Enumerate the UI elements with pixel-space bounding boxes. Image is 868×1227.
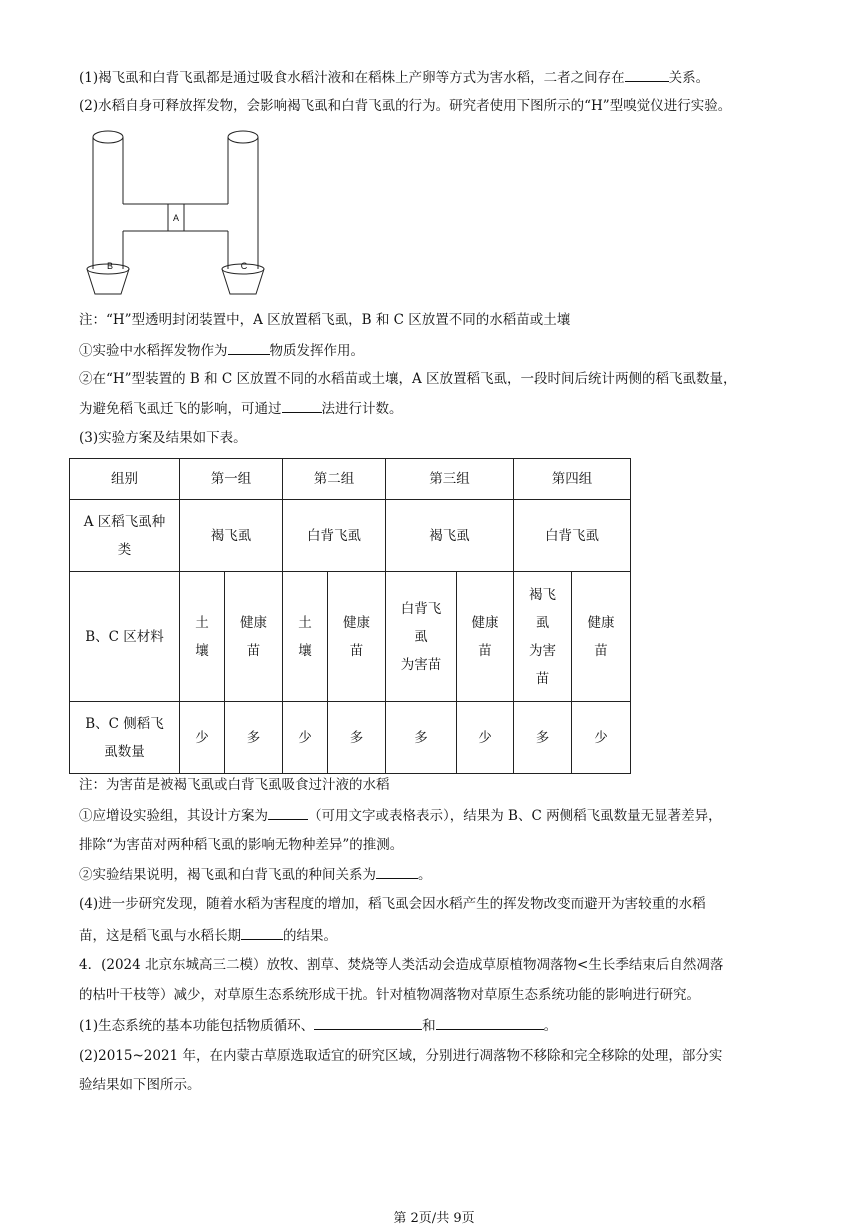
table-cell: 土 壤	[180, 572, 225, 702]
header-cell: 组别	[70, 459, 180, 500]
table-cell: 多	[386, 702, 457, 774]
table-row-material	[70, 572, 631, 702]
problem-4-line-b: 的枯叶干枝等）减少，对草原生态系统形成干扰。针对植物凋落物对草原生态系统功能的影响进行研究。	[79, 987, 700, 1003]
table-header-row	[70, 459, 631, 500]
table-cell: 褐飞虱	[180, 500, 283, 572]
q2-1-line: ①实验中水稻挥发物作为 物质发挥作用。	[79, 340, 808, 361]
row-head: B、C 侧稻飞 虱数量	[70, 702, 180, 774]
table-cell: 健康 苗	[225, 572, 283, 702]
label-a: A	[172, 213, 180, 223]
p4-1-line: (1)生态系统的基本功能包括物质循环、 和 。	[79, 1015, 808, 1036]
table-cell: 少	[180, 702, 225, 774]
q2-2-line-b: 为避免稻飞虱迁飞的影响，可通过 法进行计数。	[79, 398, 808, 419]
p4-2-line-a: (2)2015~2021 年，在内蒙古草原选取适宜的研究区域，分别进行凋落物不移除和完全移除的处理，部分实	[79, 1048, 723, 1064]
table-cell: 褐飞虱	[386, 500, 514, 572]
answer-blank[interactable]	[282, 398, 322, 413]
table-row-count	[70, 702, 631, 774]
answer-blank[interactable]	[625, 67, 669, 82]
row-head: B、C 区材料	[70, 572, 180, 702]
header-cell: 第三组	[386, 459, 514, 500]
answer-blank[interactable]	[314, 1015, 422, 1030]
table-cell: 白背飞虱	[283, 500, 386, 572]
table-cell: 多	[514, 702, 572, 774]
table-cell: 白背飞 虱 为害苗	[386, 572, 457, 702]
q3-1-line-b: 排除“为害苗对两种稻飞虱的影响无物种差异”的推测。	[79, 837, 404, 853]
q2-line: (2)水稻自身可释放挥发物，会影响褐飞虱和白背飞虱的行为。研究者使用下图所示的“H”型嗅觉仪进行实验。	[79, 98, 732, 114]
q4-line-a: (4)进一步研究发现，随着水稻为害程度的增加，稻飞虱会因水稻产生的挥发物改变而避开为害较重的水稻	[79, 896, 706, 912]
header-cell: 第一组	[180, 459, 283, 500]
header-cell: 第二组	[283, 459, 386, 500]
answer-blank[interactable]	[376, 864, 418, 879]
answer-blank[interactable]	[228, 340, 270, 355]
note-2: 注：为害苗是被褐飞虱或白背飞虱吸食过汁液的水稻	[79, 777, 390, 793]
table-cell: 健康 苗	[457, 572, 514, 702]
label-b: B	[106, 261, 114, 271]
page-footer: 第 2页/共 9页	[393, 1211, 475, 1226]
q4-line-b: 苗，这是稻飞虱与水稻长期 的结果。	[79, 925, 808, 946]
answer-blank[interactable]	[268, 805, 308, 820]
q3-line: (3)实验方案及结果如下表。	[79, 430, 247, 446]
problem-4-line-a: 4．(2024 北京东城高三二模）放牧、割草、焚烧等人类活动会造成草原植物凋落物<生长季结束后自然凋落	[79, 957, 724, 973]
table-cell: 少	[283, 702, 328, 774]
table-cell: 健康 苗	[572, 572, 631, 702]
table-cell: 多	[328, 702, 386, 774]
left-tube-body	[93, 137, 123, 269]
table-cell: 健康 苗	[328, 572, 386, 702]
table-cell: 多	[225, 702, 283, 774]
table-cell: 白背飞虱	[514, 500, 631, 572]
p4-2-line-b: 验结果如下图所示。	[79, 1077, 201, 1093]
row-head: A 区稻飞虱种 类	[70, 500, 180, 572]
label-c: C	[240, 261, 248, 271]
answer-blank[interactable]	[241, 925, 283, 940]
table-cell: 褐飞 虱 为害 苗	[514, 572, 572, 702]
experiment-table	[69, 458, 631, 774]
q3-2-line: ②实验结果说明，褐飞虱和白背飞虱的种间关系为 。	[79, 864, 808, 885]
table-cell: 少	[457, 702, 514, 774]
header-cell: 第四组	[514, 459, 631, 500]
table-cell: 少	[572, 702, 631, 774]
right-tube-body	[228, 137, 258, 269]
table-cell: 土 壤	[283, 572, 328, 702]
answer-blank[interactable]	[436, 1015, 544, 1030]
note-1: 注：“H”型透明封闭装置中，A 区放置稻飞虱，B 和 C 区放置不同的水稻苗或土壤	[79, 312, 571, 328]
table-row-species	[70, 500, 631, 572]
q3-1-line-a: ①应增设实验组，其设计方案为 （可用文字或表格表示），结果为 B、C 两侧稻飞虱数量无显著差异，	[79, 805, 808, 826]
right-tube-top	[228, 131, 258, 143]
left-tube-top	[93, 131, 123, 143]
q2-2-line-a: ②在“H”型装置的 B 和 C 区放置不同的水稻苗或土壤，A 区放置稻飞虱，一段时间后统计两侧的稻飞虱数量，	[79, 371, 737, 387]
q1-line: (1)褐飞虱和白背飞虱都是通过吸食水稻汁液和在稻株上产卵等方式为害水稻，二者之间存在 关系。	[79, 67, 808, 88]
h-olfactometer-diagram	[82, 124, 278, 300]
